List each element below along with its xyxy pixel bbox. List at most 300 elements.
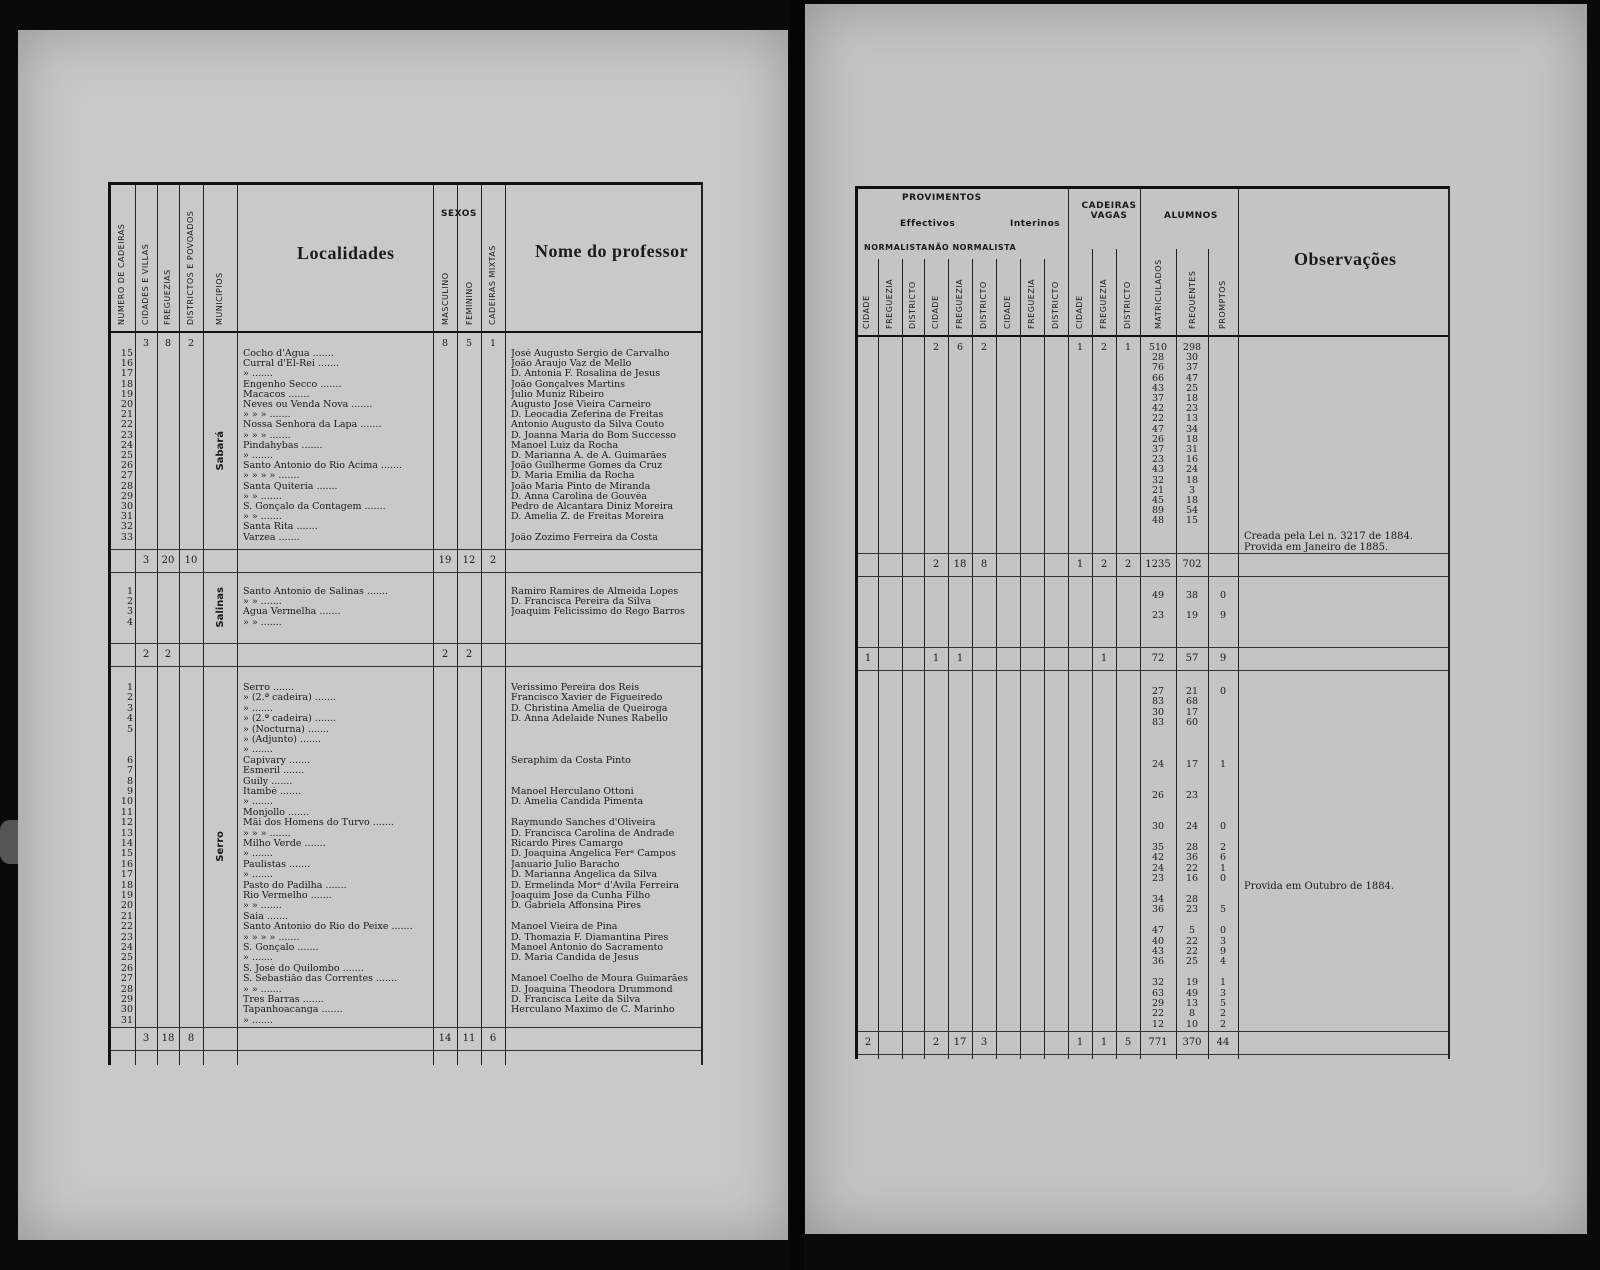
matriculados: 24 xyxy=(1151,758,1165,770)
frequentes: 31 xyxy=(1185,444,1199,455)
row-number: 2 xyxy=(126,692,133,704)
localidade: » ....... xyxy=(243,703,273,714)
total-masculino: 19 xyxy=(438,555,452,566)
frequentes: 22 xyxy=(1185,862,1199,874)
frequentes: 49 xyxy=(1185,987,1199,999)
header-cidade-2: CIDADE xyxy=(931,295,940,329)
serro-row xyxy=(111,933,701,943)
professor: Verissimo Pereira dos Reis xyxy=(511,683,640,693)
localidade: Pasto do Padilha ....... xyxy=(243,880,347,891)
professor: D. Leocadia Zeferina de Freitas xyxy=(511,410,664,421)
serro-row xyxy=(111,693,701,703)
professor: Manoel Coelho de Moura Guimarães xyxy=(511,974,689,985)
total-dis: 8 xyxy=(980,559,988,570)
matriculados: 43 xyxy=(1151,382,1165,394)
head-districtos: 2 xyxy=(187,338,195,349)
matriculados: 43 xyxy=(1151,946,1165,957)
professor: D. Gabriela Affonsina Pires xyxy=(511,901,642,912)
localidade: » » ....... xyxy=(243,597,282,608)
total-fre: 17 xyxy=(953,1037,967,1048)
row-number: 25 xyxy=(120,952,133,964)
frequentes: 47 xyxy=(1185,372,1199,384)
frequentes: 13 xyxy=(1185,413,1199,425)
header-observacoes: Observações xyxy=(1294,249,1397,269)
row-number: 29 xyxy=(120,994,133,1005)
header-localidades: Localidades xyxy=(297,243,395,263)
left-table xyxy=(108,182,703,1065)
row-number: 3 xyxy=(126,606,133,618)
serro-row xyxy=(111,985,701,995)
matriculados: 27 xyxy=(1151,686,1165,697)
serro-row xyxy=(111,766,701,776)
row-number: 16 xyxy=(120,358,133,370)
localidade: Santo Antonio de Salinas ....... xyxy=(243,587,389,597)
sabara-row xyxy=(111,461,701,471)
matriculados: 48 xyxy=(1151,515,1165,527)
matriculados: 26 xyxy=(1151,433,1165,445)
serro-row xyxy=(111,860,701,870)
header-cidade-4: CIDADE xyxy=(1075,295,1084,329)
frequentes: 36 xyxy=(1185,852,1199,864)
frequentes: 22 xyxy=(1185,946,1199,957)
frequentes: 298 xyxy=(1182,342,1202,353)
frequentes: 37 xyxy=(1185,362,1199,374)
serro-row xyxy=(111,943,701,953)
localidade: Nossa Senhora da Lapa ....... xyxy=(243,420,382,431)
total-districtos: 10 xyxy=(184,555,198,566)
matriculados: 45 xyxy=(1151,495,1165,506)
header-alumnos: ALUMNOS xyxy=(1164,211,1218,221)
localidade: Serro ....... xyxy=(243,683,295,693)
sabara-row xyxy=(111,431,701,441)
header-interinos: Interinos xyxy=(1010,219,1061,229)
localidade: » » » ....... xyxy=(243,430,291,441)
localidade: Esmeril ....... xyxy=(243,766,305,777)
right-table xyxy=(855,186,1450,1059)
sabara-row xyxy=(858,465,1448,475)
right-table-header xyxy=(858,189,1448,337)
serro-row xyxy=(858,801,1448,811)
professor: Joaquim José da Cunha Filho xyxy=(511,891,651,901)
row-number: 1 xyxy=(126,682,133,693)
head-vd: 1 xyxy=(1124,342,1132,353)
matriculados: 24 xyxy=(1151,862,1165,874)
row-number: 23 xyxy=(120,931,133,943)
header-mixtas: CADEIRAS MIXTAS xyxy=(488,245,497,325)
row-number: 9 xyxy=(126,786,133,797)
frequentes: 13 xyxy=(1185,998,1199,1009)
professor: José Augusto Sergio de Carvalho xyxy=(511,349,670,359)
row-number: 21 xyxy=(120,910,133,922)
row-number: 15 xyxy=(120,348,133,359)
localidade: S. Sebastião das Correntes ....... xyxy=(243,974,398,985)
head-vc: 1 xyxy=(1076,342,1084,353)
matriculados: 510 xyxy=(1148,342,1168,353)
localidade: » » » ....... xyxy=(243,828,291,839)
matriculados: 42 xyxy=(1151,852,1165,864)
matriculados: 23 xyxy=(1151,454,1165,466)
serro-row xyxy=(858,822,1448,832)
professor: D. Joaquina Theodora Drummond xyxy=(511,984,673,995)
localidade: Capivary ....... xyxy=(243,755,311,766)
municipio-salinas: Salinas xyxy=(215,587,226,628)
matriculados: 49 xyxy=(1151,590,1165,601)
salinas-row xyxy=(858,591,1448,601)
total-dis: 3 xyxy=(980,1037,988,1048)
row-number: 20 xyxy=(120,900,133,912)
localidade: » » » ....... xyxy=(243,410,291,421)
salinas-row xyxy=(111,597,701,607)
professor: Pedro de Alcantara Diniz Moreira xyxy=(511,502,674,512)
row-number: 1 xyxy=(126,586,133,597)
row-number: 27 xyxy=(120,470,133,482)
serro-row xyxy=(111,683,701,693)
head-fre: 6 xyxy=(956,342,964,353)
serro-row xyxy=(111,1016,701,1026)
serro-row xyxy=(111,714,701,724)
row-number: 17 xyxy=(120,869,133,881)
promptos: 9 xyxy=(1219,610,1227,622)
frequentes: 21 xyxy=(1185,686,1199,697)
professor: D. Francisca Carolina de Andrade xyxy=(511,828,675,839)
matriculados: 30 xyxy=(1151,706,1165,718)
professor: Manoel Luiz da Rocha xyxy=(511,440,619,451)
frequentes: 24 xyxy=(1185,464,1199,476)
row-number: 22 xyxy=(120,921,133,933)
promptos: 2 xyxy=(1219,842,1227,853)
promptos: 6 xyxy=(1219,852,1227,864)
total-districtos: 8 xyxy=(187,1033,195,1044)
sabara-row xyxy=(111,400,701,410)
serro-row xyxy=(111,829,701,839)
localidade: Saia ....... xyxy=(243,911,289,922)
total-vd: 5 xyxy=(1124,1037,1132,1048)
serro-row xyxy=(111,704,701,714)
localidade: Macacos ....... xyxy=(243,389,310,400)
sabara-row xyxy=(111,420,701,430)
row-number: 6 xyxy=(126,754,133,766)
sabara-row xyxy=(111,492,701,502)
matriculados: 21 xyxy=(1151,484,1165,496)
header-districto-3: DISTRICTO xyxy=(1051,281,1060,329)
localidade: Rio Vermelho ....... xyxy=(243,891,332,901)
total-vc: 1 xyxy=(1076,559,1084,570)
row-number: 19 xyxy=(120,388,133,400)
header-masculino: MASCULINO xyxy=(441,272,450,325)
matriculados: 42 xyxy=(1151,403,1165,415)
salinas-row xyxy=(858,622,1448,632)
header-cidade-1: CIDADE xyxy=(862,295,871,329)
row-number: 20 xyxy=(120,399,133,410)
serro-row xyxy=(858,718,1448,728)
frequentes: 28 xyxy=(1185,894,1199,905)
frequentes: 18 xyxy=(1185,433,1199,445)
matriculados: 40 xyxy=(1151,935,1165,947)
sabara-row xyxy=(111,533,701,543)
matriculados: 23 xyxy=(1151,610,1165,622)
frequentes: 25 xyxy=(1185,382,1199,394)
total-feminino: 12 xyxy=(462,555,476,566)
total-vc: 1 xyxy=(1076,1037,1084,1048)
row-number: 10 xyxy=(120,796,133,808)
serro-row xyxy=(858,957,1448,967)
total-vf: 2 xyxy=(1100,559,1108,570)
localidade: Paulistas ....... xyxy=(243,859,311,870)
left-table-header xyxy=(111,185,701,333)
sabara-row xyxy=(111,451,701,461)
row-number: 30 xyxy=(120,501,133,512)
total-cid: 1 xyxy=(932,653,940,664)
professor: D. Marianna Angelica da Silva xyxy=(511,870,658,881)
professor: Manoel Vieira de Pina xyxy=(511,922,618,933)
frequentes: 17 xyxy=(1185,706,1199,718)
observacao-sabara-2: Provida em Janeiro de 1885. xyxy=(1244,542,1389,553)
localidade: » ....... xyxy=(243,953,273,964)
professor: D. Anna Carolina de Gouvêa xyxy=(511,491,647,502)
serro-row xyxy=(858,770,1448,780)
professor: D. Anna Adelaide Nunes Rabello xyxy=(511,714,668,725)
serro-row xyxy=(111,735,701,745)
row-number: 4 xyxy=(126,616,133,628)
localidade: » ....... xyxy=(243,745,273,756)
localidade: Cocho d'Agua ....... xyxy=(243,349,334,359)
frequentes: 23 xyxy=(1185,790,1199,801)
matriculados: 89 xyxy=(1151,505,1165,517)
frequentes: 3 xyxy=(1188,484,1196,496)
salinas-right-total xyxy=(858,647,1448,671)
matriculados: 28 xyxy=(1151,352,1165,364)
total-feminino: 2 xyxy=(465,649,473,660)
professor: João Gonçalves Martins xyxy=(511,379,626,390)
head-vf: 2 xyxy=(1100,342,1108,353)
serro-row xyxy=(111,725,701,735)
serro-row xyxy=(111,787,701,797)
sabara-row xyxy=(111,390,701,400)
localidade: Santa Rita ....... xyxy=(243,522,318,533)
header-cidade-3: CIDADE xyxy=(1003,295,1012,329)
header-nao-normalista: NÃO NORMALISTA xyxy=(928,243,1017,252)
promptos: 5 xyxy=(1219,904,1227,916)
salinas-row xyxy=(111,607,701,617)
localidade: Engenho Secco ....... xyxy=(243,379,342,390)
localidade: » » » » ....... xyxy=(243,932,300,943)
localidade: Varzea ....... xyxy=(243,532,300,543)
header-numero: NUMERO DE CADEIRAS xyxy=(117,223,126,325)
matriculados: 12 xyxy=(1151,1018,1165,1030)
sabara-row xyxy=(111,482,701,492)
matriculados: 43 xyxy=(1151,464,1165,476)
header-districto-4: DISTRICTO xyxy=(1123,281,1132,329)
sabara-row xyxy=(111,380,701,390)
localidade: » (Nocturna) ....... xyxy=(243,724,330,735)
sabara-row xyxy=(111,512,701,522)
total-vf: 1 xyxy=(1100,1037,1108,1048)
matriculados: 37 xyxy=(1151,393,1165,404)
frequentes: 18 xyxy=(1185,393,1199,404)
total-freq: 57 xyxy=(1185,653,1199,664)
sabara-total xyxy=(111,549,701,573)
row-number: 27 xyxy=(120,973,133,985)
localidade: Milho Verde ....... xyxy=(243,839,326,849)
row-number: 7 xyxy=(126,765,133,777)
total-cid: 2 xyxy=(932,1037,940,1048)
professor: Januario Julio Baracho xyxy=(511,859,620,870)
header-districto-2: DISTRICTO xyxy=(979,281,988,329)
row-number: 11 xyxy=(120,806,133,818)
localidade: » » ....... xyxy=(243,512,282,523)
professor: D. Marianna A. de A. Guimarães xyxy=(511,451,667,461)
serro-row xyxy=(111,964,701,974)
row-number: 4 xyxy=(126,713,133,725)
frequentes: 16 xyxy=(1185,454,1199,466)
promptos: 0 xyxy=(1219,821,1227,833)
serro-row xyxy=(111,901,701,911)
localidade: » ....... xyxy=(243,870,273,881)
professor: Francisco Xavier de Figueiredo xyxy=(511,693,663,704)
sabara-right-total xyxy=(858,553,1448,577)
professor: Julio Muniz Ribeiro xyxy=(511,389,604,400)
professor: D. Christina Amelia de Queiroga xyxy=(511,703,668,714)
total-fre: 1 xyxy=(956,653,964,664)
header-municipios: MUNICIPIOS xyxy=(215,272,224,325)
salinas-total xyxy=(111,643,701,667)
row-number: 2 xyxy=(126,596,133,608)
serro-row xyxy=(858,791,1448,801)
row-number: 15 xyxy=(120,848,133,860)
header-professor: Nome do professor xyxy=(535,241,689,261)
serro-row xyxy=(111,839,701,849)
localidade: Pindahybas ....... xyxy=(243,440,323,451)
sabara-row xyxy=(111,471,701,481)
localidade: Agua Vermelha ....... xyxy=(243,607,341,618)
frequentes: 8 xyxy=(1188,1008,1196,1020)
row-number: 21 xyxy=(120,409,133,421)
matriculados: 30 xyxy=(1151,821,1165,833)
row-number: 3 xyxy=(126,702,133,714)
sabara-row xyxy=(111,369,701,379)
matriculados: 76 xyxy=(1151,362,1165,374)
serro-row xyxy=(111,922,701,932)
professor: Manoel Herculano Ottoni xyxy=(511,787,634,797)
header-cadeiras-vagas: CADEIRAS VAGAS xyxy=(1081,201,1137,221)
total-cidades: 2 xyxy=(142,649,150,660)
localidade: Guily ....... xyxy=(243,776,293,787)
frequentes: 60 xyxy=(1185,717,1199,729)
professor: D. Francisca Leite da Silva xyxy=(511,995,641,1005)
localidade: Neves ou Venda Nova ....... xyxy=(243,400,373,410)
frequentes: 10 xyxy=(1185,1018,1199,1030)
total-vd: 2 xyxy=(1124,559,1132,570)
total-cidades: 3 xyxy=(142,555,150,566)
localidade: Itambé ....... xyxy=(243,787,302,797)
localidade: » ....... xyxy=(243,1015,273,1026)
professor: João Guilherme Gomes da Cruz xyxy=(511,461,663,472)
total-freq: 702 xyxy=(1182,559,1202,570)
matriculados: 22 xyxy=(1151,1008,1165,1020)
serro-row xyxy=(111,777,701,787)
header-normalista: NORMALISTA xyxy=(864,243,928,252)
head-dis: 2 xyxy=(980,342,988,353)
row-number: 28 xyxy=(120,983,133,995)
professor: D. Francisca Pereira da Silva xyxy=(511,597,651,608)
frequentes: 25 xyxy=(1185,956,1199,968)
serro-row xyxy=(858,1009,1448,1019)
localidade: Tapanhoacanga ....... xyxy=(243,1005,343,1016)
municipio-serro: Serro xyxy=(215,831,226,862)
right-body xyxy=(858,335,1448,1059)
total-pr: 9 xyxy=(1219,653,1227,664)
head-feminino: 5 xyxy=(465,338,473,349)
header-cidades: CIDADES E VILLAS xyxy=(141,243,150,325)
total-mat: 72 xyxy=(1151,653,1165,664)
row-number: 22 xyxy=(120,419,133,431)
professor: Joaquim Felicissimo do Rego Barros xyxy=(511,607,685,618)
matriculados: 83 xyxy=(1151,717,1165,729)
row-number: 23 xyxy=(120,429,133,441)
serro-row xyxy=(858,760,1448,770)
row-number: 30 xyxy=(120,1004,133,1016)
total-pr: 44 xyxy=(1216,1037,1230,1048)
sabara-row xyxy=(111,349,701,359)
localidade: S. Gonçalo ....... xyxy=(243,943,319,953)
total-mat: 771 xyxy=(1148,1037,1168,1048)
localidade: » » ....... xyxy=(243,901,282,912)
total-mixtas: 2 xyxy=(489,555,497,566)
promptos: 0 xyxy=(1219,925,1227,937)
matriculados: 35 xyxy=(1151,842,1165,853)
frequentes: 23 xyxy=(1185,904,1199,916)
row-number: 18 xyxy=(120,378,133,390)
promptos: 2 xyxy=(1219,1018,1227,1030)
total-ncid: 1 xyxy=(864,653,872,664)
localidade: Mãi dos Homens do Turvo ....... xyxy=(243,818,394,829)
promptos: 1 xyxy=(1219,862,1227,874)
left-body xyxy=(111,331,701,1065)
salinas-row xyxy=(111,587,701,597)
professor: Ricardo Pires Camargo xyxy=(511,839,623,849)
row-number: 25 xyxy=(120,450,133,461)
localidade: » (2.ª cadeira) ....... xyxy=(243,714,336,725)
promptos: 5 xyxy=(1219,998,1227,1009)
head-freguezias: 8 xyxy=(164,338,172,349)
row-number: 5 xyxy=(126,723,133,735)
frequentes: 5 xyxy=(1188,925,1196,937)
total-masculino: 2 xyxy=(441,649,449,660)
localidade: S. José do Quilombo ....... xyxy=(243,963,364,974)
head-cid: 2 xyxy=(932,342,940,353)
matriculados: 34 xyxy=(1151,894,1165,905)
row-number: 33 xyxy=(120,531,133,543)
serro-row xyxy=(111,849,701,859)
serro-row xyxy=(111,756,701,766)
serro-row xyxy=(858,697,1448,707)
row-number: 12 xyxy=(120,817,133,829)
localidade: » ....... xyxy=(243,849,273,860)
professor: D. Maria Emilia da Rocha xyxy=(511,471,635,482)
row-number: 28 xyxy=(120,480,133,492)
matriculados: 47 xyxy=(1151,423,1165,435)
frequentes: 22 xyxy=(1185,935,1199,947)
sabara-row xyxy=(111,502,701,512)
professor: D. Maria Candida de Jesus xyxy=(511,953,639,964)
row-number: 26 xyxy=(120,962,133,974)
localidade: » » ....... xyxy=(243,984,282,995)
frequentes: 34 xyxy=(1185,423,1199,435)
row-number: 29 xyxy=(120,490,133,502)
professor: Augusto José Vieira Carneiro xyxy=(511,400,651,410)
book-spine xyxy=(790,0,804,1270)
professor: Seraphim da Costa Pinto xyxy=(511,755,631,766)
